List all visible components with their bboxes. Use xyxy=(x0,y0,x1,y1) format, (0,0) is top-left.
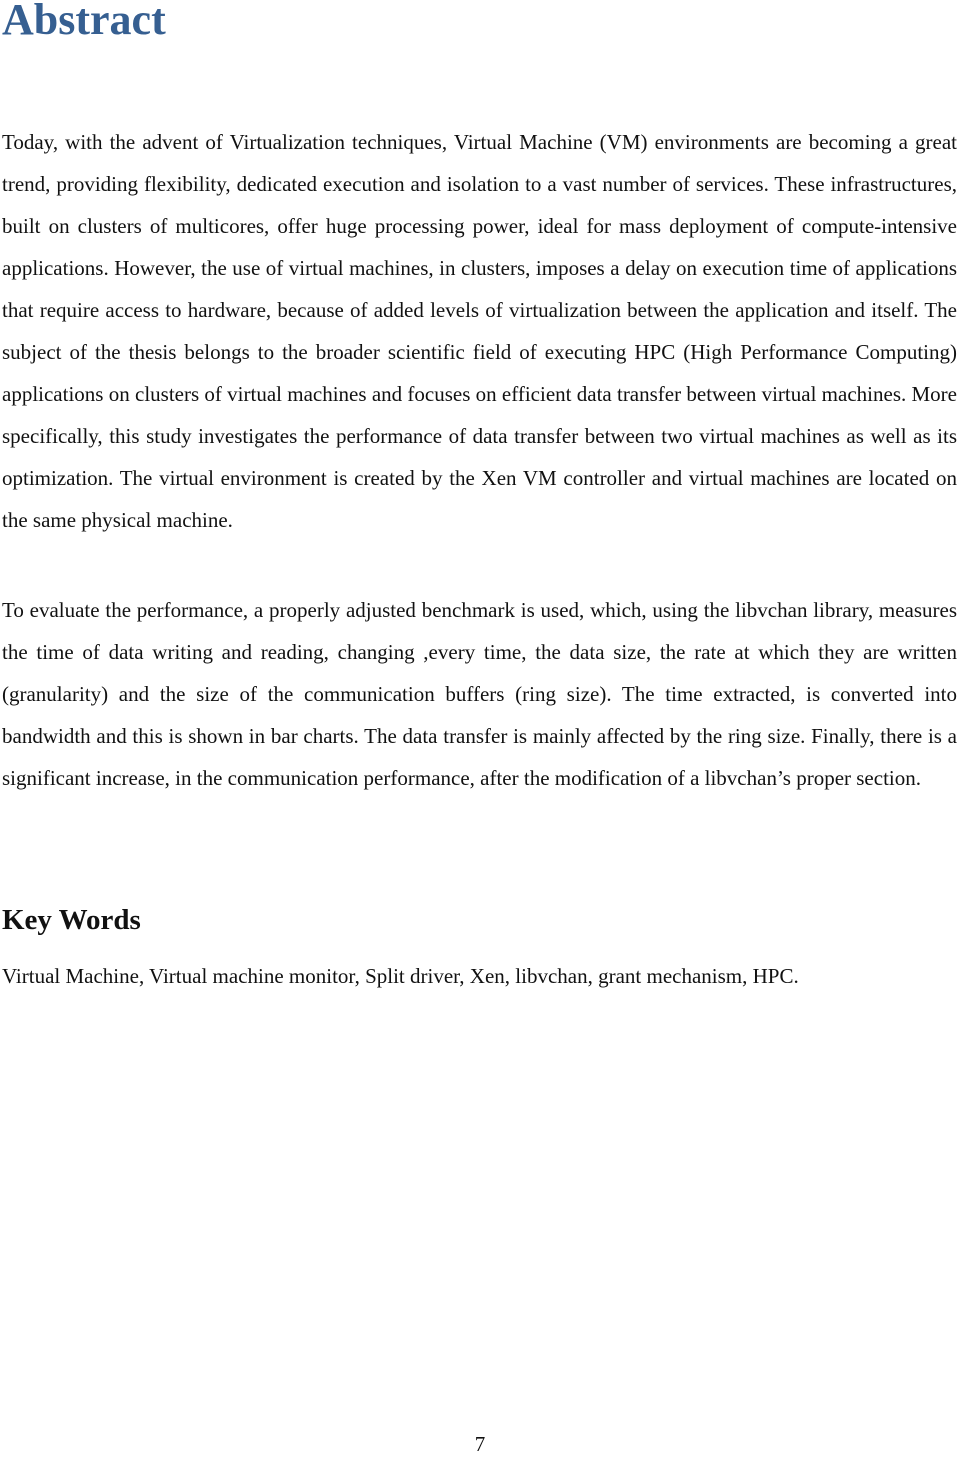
keywords-heading: Key Words xyxy=(2,904,141,936)
page-number: 7 xyxy=(474,1432,486,1456)
abstract-paragraph-2: To evaluate the performance, a properly adjusted benchmark is used, which, using the libvchan library, measures the time of data writing and reading, changing ,every time, the data size, the rate at which they are written (granularity) and the size of the communication buffers (ring size). The time extracted, is converted into bandwidth and this is shown in bar charts. The data transfer is mainly affected by the ring size. Finally, there is a significant increase, in the communication performance, after the modification of a libvchan’s proper section. xyxy=(2,598,957,790)
keywords-list: Virtual Machine, Virtual machine monitor, Split driver, Xen, libvchan, grant mechanism, HPC. xyxy=(2,964,799,988)
abstract-heading: Abstract xyxy=(2,0,166,44)
abstract-paragraph-1: Today, with the advent of Virtualization techniques, Virtual Machine (VM) environments are becoming a great trend, providing flexibility, dedicated execution and isolation to a vast number of services. These infrastructures, built on clusters of multicores, offer huge processing power, ideal for mass deployment of compute-intensive applications. However, the use of virtual machines, in clusters, imposes a delay on execution time of applications that require access to hardware, because of added levels of virtualization between the application and itself. The subject of the thesis belongs to the broader scientific field of executing HPC (High Performance Computing) applications on clusters of virtual machines and focuses on efficient data transfer between virtual machines. More specifically, this study investigates the performance of data transfer between two virtual machines as well as its optimization. The virtual environment is created by the Xen VM controller and virtual machines are located on the same physical machine. xyxy=(2,130,957,532)
